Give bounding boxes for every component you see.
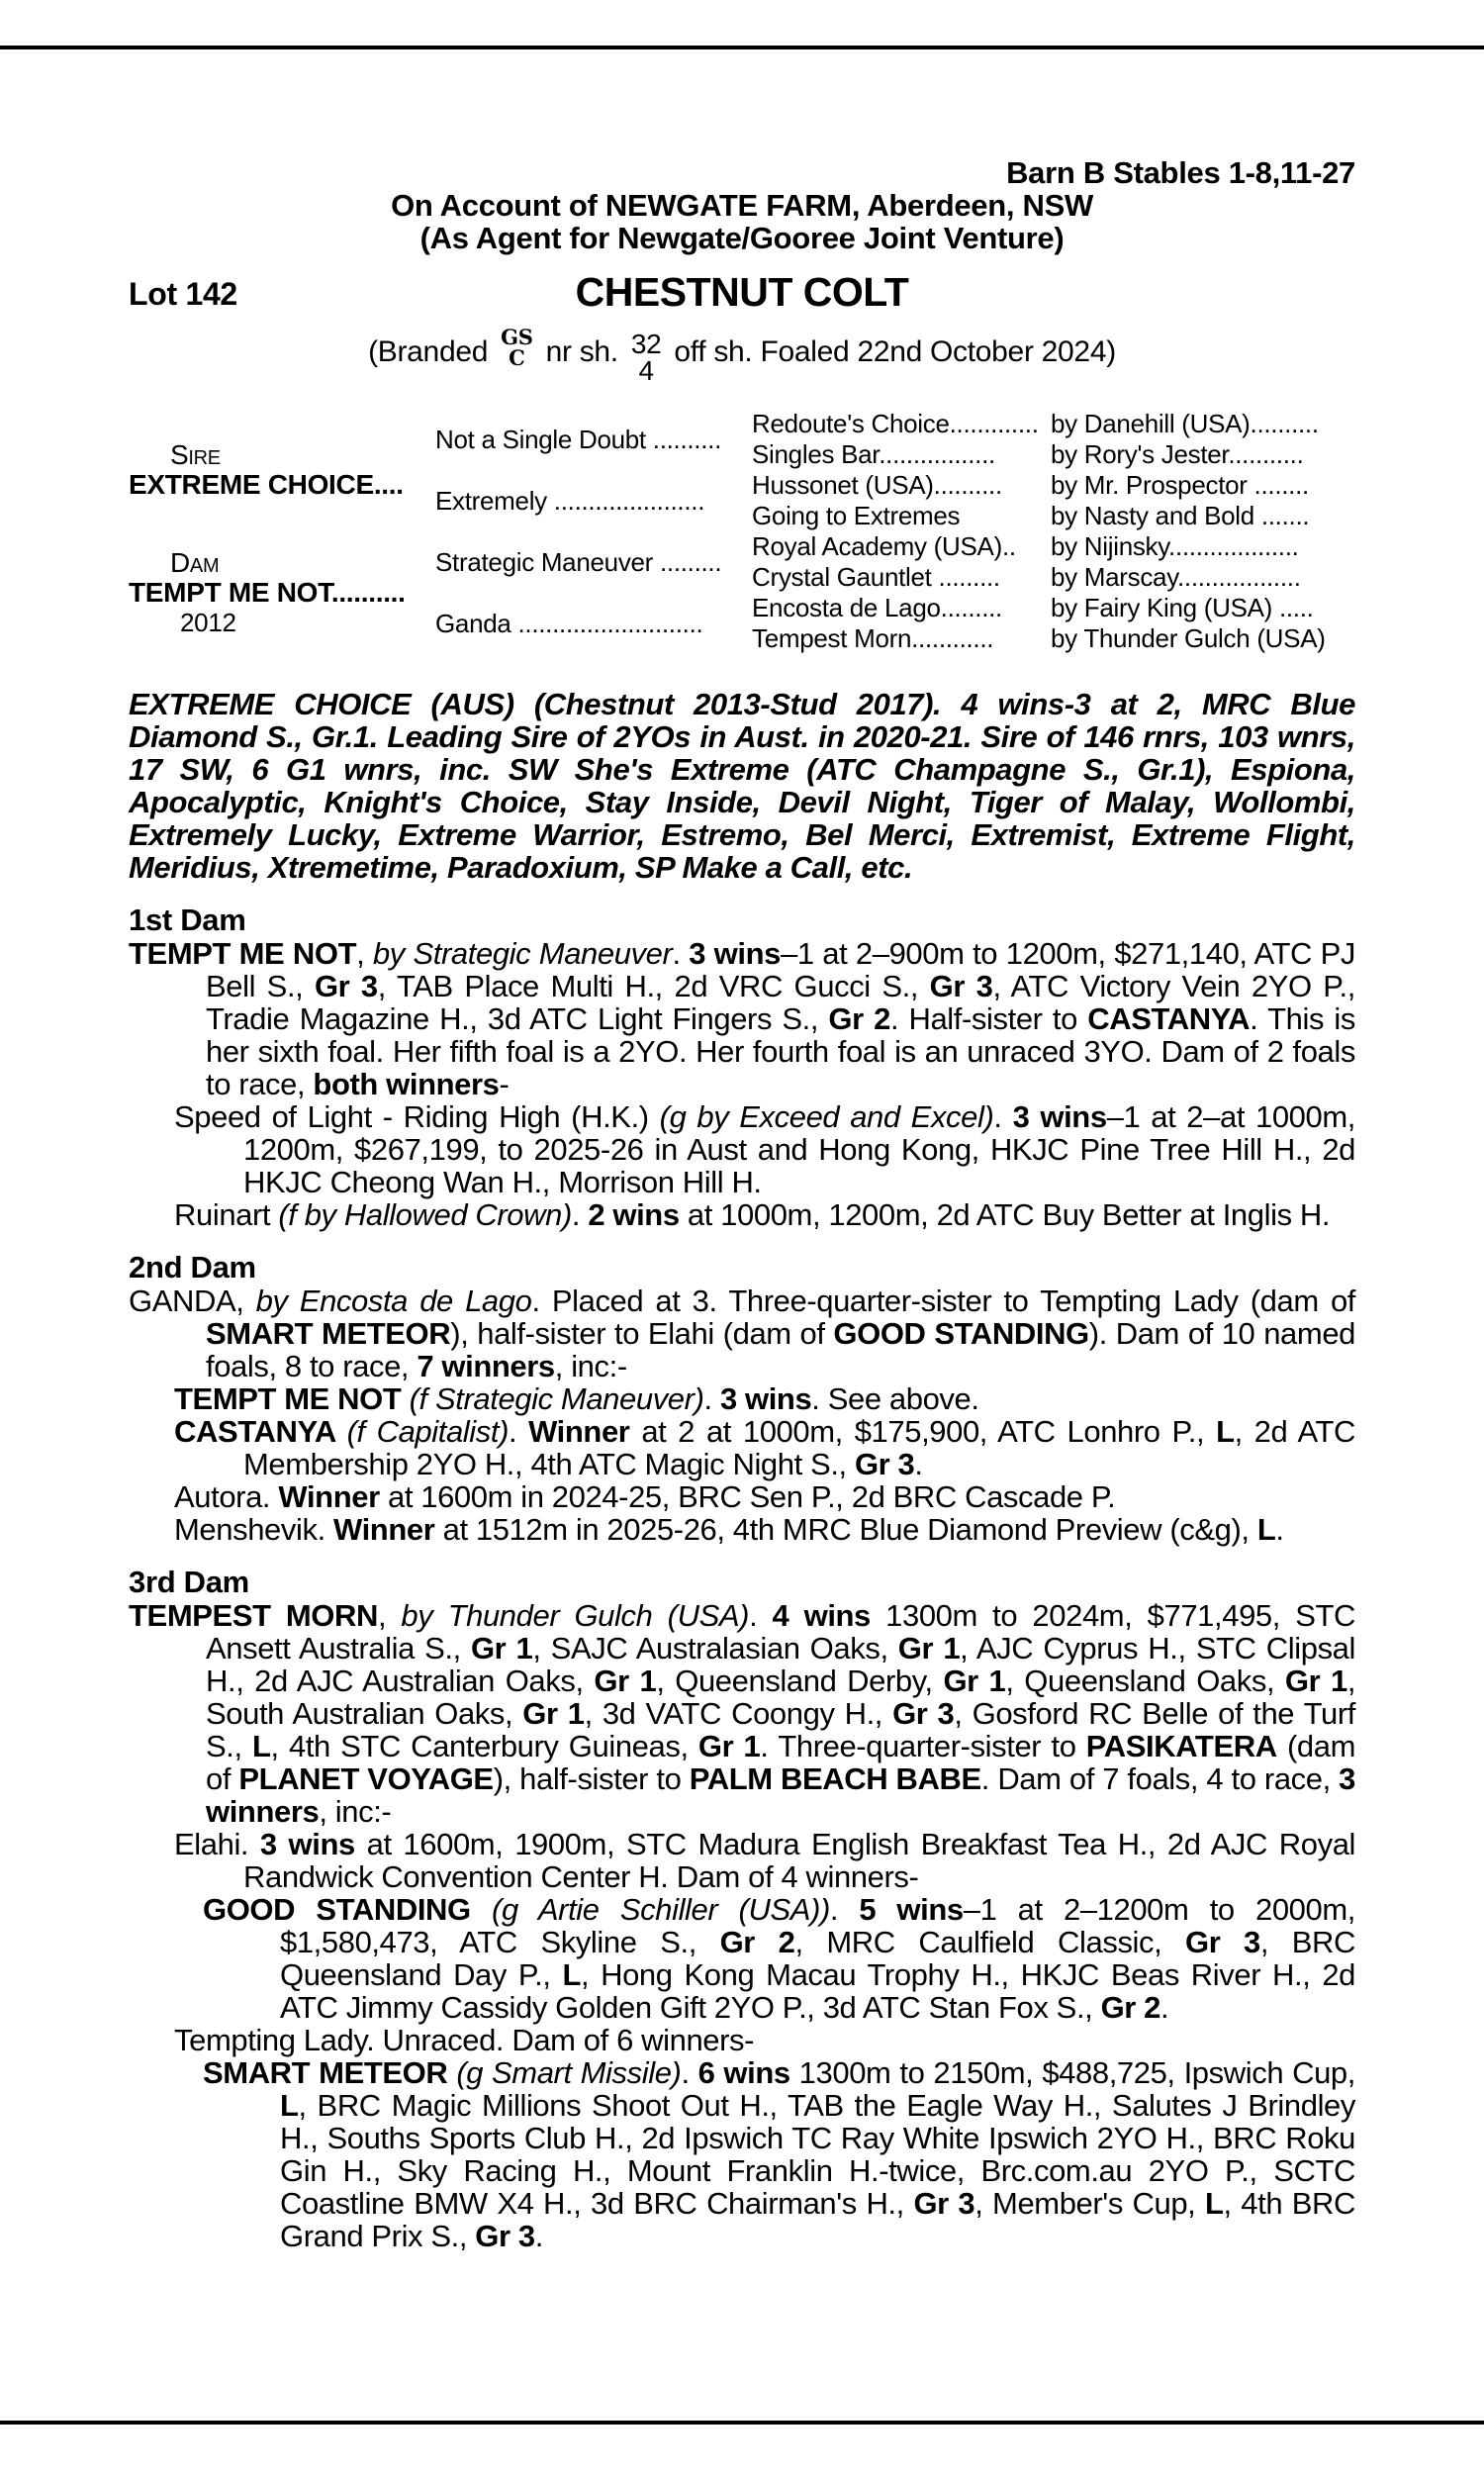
pedigree-grandparent: Hussonet (USA).......... (752, 470, 1002, 500)
brand-number (631, 331, 662, 384)
first-dam-section (129, 904, 1355, 1231)
vendor-account: On Account of NEWGATE FARM, Aberdeen, NSW (391, 188, 1093, 223)
vendor-agent: (As Agent for Newgate/Gooree Joint Venture) (419, 221, 1065, 255)
sire-summary: EXTREME CHOICE (AUS) (Chestnut 2013-Stud 2017). 4 wins-3 at 2, MRC Blue Diamond S., Gr.1. Leading Sire of 2YOs in Aust. in 2020-21. Sire of 146 rnrs, 103 wnrs, 17 SW, 6 G1 wnrs, inc. SW She's Extreme (ATC Champagne S., Gr.1), Espiona, Apocalyptic, Knight's Choice, Stay Inside, Devil Night, Tiger of Malay, Wollombi, Extremely Lucky, Extreme Warrior, Estremo, Bel Merci, Extremist, Extreme Flight, Meridius, Xtremetime, Paradoxium, SP Make a Call, etc. (129, 687, 1355, 885)
pedigree-grandparent: Going to Extremes (752, 501, 961, 530)
pedigree-grandparent: Encosta de Lago......... (752, 593, 1002, 622)
brand-number-top: 32 (630, 329, 662, 359)
pedigree-grandparent-sire: by Rory's Jester........... (1051, 439, 1304, 469)
entry-menshevik: Menshevik. Winner at 1512m in 2025-26, 4th MRC Blue Diamond Preview (c&g), L. (174, 1512, 1284, 1547)
sire-cell (129, 409, 435, 531)
brand-mark (501, 327, 533, 368)
pedigree-grandparent-sire: by Marscay.................. (1051, 562, 1301, 592)
brand-suffix: off sh. Foaled 22nd October 2024) (674, 335, 1116, 368)
pedigree-grandparent-sire: by Nasty and Bold ....... (1051, 501, 1310, 530)
pedigree-parent: Ganda ........................... (435, 608, 703, 638)
pedigree-grandparent: Royal Academy (USA).. (752, 531, 1016, 561)
brand-prefix: (Branded (368, 335, 489, 368)
entry-elahi: Elahi. 3 wins at 1600m, 1900m, STC Madura English Breakfast Tea H., 2d AJC Royal Randwick Convention Center H. Dam of 4 winners- (174, 1827, 1356, 1894)
entry-tempt-me-not: TEMPT ME NOT, by Strategic Maneuver. 3 wins–1 at 2–900m to 1200m, $271,140, ATC PJ Bell S., Gr 3, TAB Place Multi H., 2d VRC Gucci S., Gr 3, ATC Victory Vein 2YO P., Tradie Magazine H., 3d ATC Light Fingers S., Gr 2. Half-sister to CASTANYA. This is her sixth foal. Her fifth foal is a 2YO. Her fourth foal is an unraced 3YO. Dam of 2 foals to race, both winners- (129, 936, 1355, 1101)
barn-info: Barn B Stables 1-8,11-27 (1006, 155, 1355, 190)
near-shoulder-label: nr sh. (545, 335, 618, 368)
pedigree-grandparent-sire: by Nijinsky................... (1051, 531, 1299, 561)
pedigree-table (129, 409, 1355, 654)
brand-number-bottom: 4 (638, 355, 654, 386)
dam-name: TEMPT ME NOT.......... (129, 578, 406, 608)
brand-mark-top: GS (501, 325, 533, 349)
entry-tempt-me-not-2: TEMPT ME NOT (f Strategic Maneuver). 3 wins. See above. (174, 1381, 979, 1416)
pedigree-grandparent: Redoute's Choice............. (752, 409, 1039, 438)
pedigree-parent: Not a Single Doubt .......... (435, 424, 722, 454)
sire-label: Sire (170, 439, 221, 470)
entry-autora: Autora. Winner at 1600m in 2024-25, BRC Sen P., 2d BRC Cascade P. (174, 1479, 1116, 1514)
page-title: CHESTNUT COLT (575, 269, 909, 315)
pedigree-parent: Strategic Maneuver ......... (435, 546, 722, 577)
pedigree-grandparent: Tempest Morn............ (752, 623, 994, 653)
entry-good-standing: GOOD STANDING (g Artie Schiller (USA)). 5 wins–1 at 2–1200m to 2000m, $1,580,473, ATC Skyline S., Gr 2, MRC Caulfield Classic, Gr 3, BRC Queensland Day P., L, Hong Kong Macau Trophy H., HKJC Beas River H., 2d ATC Jimmy Cassidy Golden Gift 2YO P., 3d ATC Stan Fox S., Gr 2. (203, 1892, 1355, 2025)
entry-ganda: GANDA, by Encosta de Lago. Placed at 3. Three-quarter-sister to Tempting Lady (dam of SMART METEOR), half-sister to Elahi (dam of GOOD STANDING). Dam of 10 named foals, 8 to race, 7 winners, inc:- (129, 1284, 1356, 1383)
lot-number: Lot 142 (129, 276, 237, 312)
section-heading-1st-dam: 1st Dam (129, 903, 246, 937)
pedigree-grandparent-sire: by Fairy King (USA) ..... (1051, 593, 1314, 622)
pedigree-grandparent-sire: by Danehill (USA).......... (1051, 409, 1319, 438)
dam-label: Dam (170, 547, 220, 578)
pedigree-grandparent-sire: by Mr. Prospector ........ (1051, 470, 1309, 500)
bottom-rule (0, 2421, 1484, 2425)
entry-tempest-morn: TEMPEST MORN, by Thunder Gulch (USA). 4 wins 1300m to 2024m, $771,495, STC Ansett Australia S., Gr 1, SAJC Australasian Oaks, Gr 1, AJC Cyprus H., STC Clipsal H., 2d AJC Australian Oaks, Gr 1, Queensland Derby, Gr 1, Queensland Oaks, Gr 1, South Australian Oaks, Gr 1, 3d VATC Coongy H., Gr 3, Gosford RC Belle of the Turf S., L, 4th STC Canterbury Guineas, Gr 1. Three-quarter-sister to PASIKATERA (dam of PLANET VOYAGE), half-sister to PALM BEACH BABE. Dam of 7 foals, 4 to race, 3 winners, inc:- (129, 1598, 1356, 1829)
sire-name: EXTREME CHOICE.... (129, 470, 404, 500)
dam-cell (129, 531, 435, 654)
entry-tempting-lady: Tempting Lady. Unraced. Dam of 6 winners- (174, 2023, 755, 2057)
entry-ruinart: Ruinart (f by Hallowed Crown). 2 wins at 1000m, 1200m, 2d ATC Buy Better at Inglis H. (174, 1197, 1331, 1232)
second-dam-section (129, 1251, 1355, 1546)
pedigree-parent: Extremely ...................... (435, 485, 705, 516)
pedigree-grandparent-sire: by Thunder Gulch (USA) (1051, 623, 1326, 653)
dam-year: 2012 (180, 608, 236, 637)
lot-title-row (129, 268, 1355, 316)
section-heading-2nd-dam: 2nd Dam (129, 1250, 256, 1285)
entry-speed-of-light: Speed of Light - Riding High (H.K.) (g by Exceed and Excel). 3 wins–1 at 2–at 1000m, 1200m, $267,199, to 2025-26 in Aust and Hong Kong, HKJC Pine Tree Hill H., 2d HKJC Cheong Wan H., Morrison Hill H. (174, 1099, 1355, 1199)
brand-mark-bottom: C (509, 345, 525, 370)
section-heading-3rd-dam: 3rd Dam (129, 1565, 249, 1599)
entry-castanya: CASTANYA (f Capitalist). Winner at 2 at 1000m, $175,900, ATC Lonhro P., L, 2d ATC Membership 2YO H., 4th ATC Magic Night S., Gr 3. (174, 1414, 1356, 1481)
pedigree-grandparent: Singles Bar................. (752, 439, 995, 469)
entry-smart-meteor: SMART METEOR (g Smart Missile). 6 wins 1300m to 2150m, $488,725, Ipswich Cup, L, BRC Magic Millions Shoot Out H., TAB the Eagle Way H., Salutes J Brindley H., Souths Sports Club H., 2d Ipswich TC Ray White Ipswich 2YO H., BRC Roku Gin H., Sky Racing H., Mount Franklin H.-twice, Brc.com.au 2YO P., SCTC Coastline BMW X4 H., 3d BRC Chairman's H., Gr 3, Member's Cup, L, 4th BRC Grand Prix S., Gr 3. (203, 2055, 1355, 2253)
brand-line (129, 318, 1355, 387)
pedigree-grandparent: Crystal Gauntlet ......... (752, 562, 1000, 592)
third-dam-section (129, 1566, 1355, 2252)
